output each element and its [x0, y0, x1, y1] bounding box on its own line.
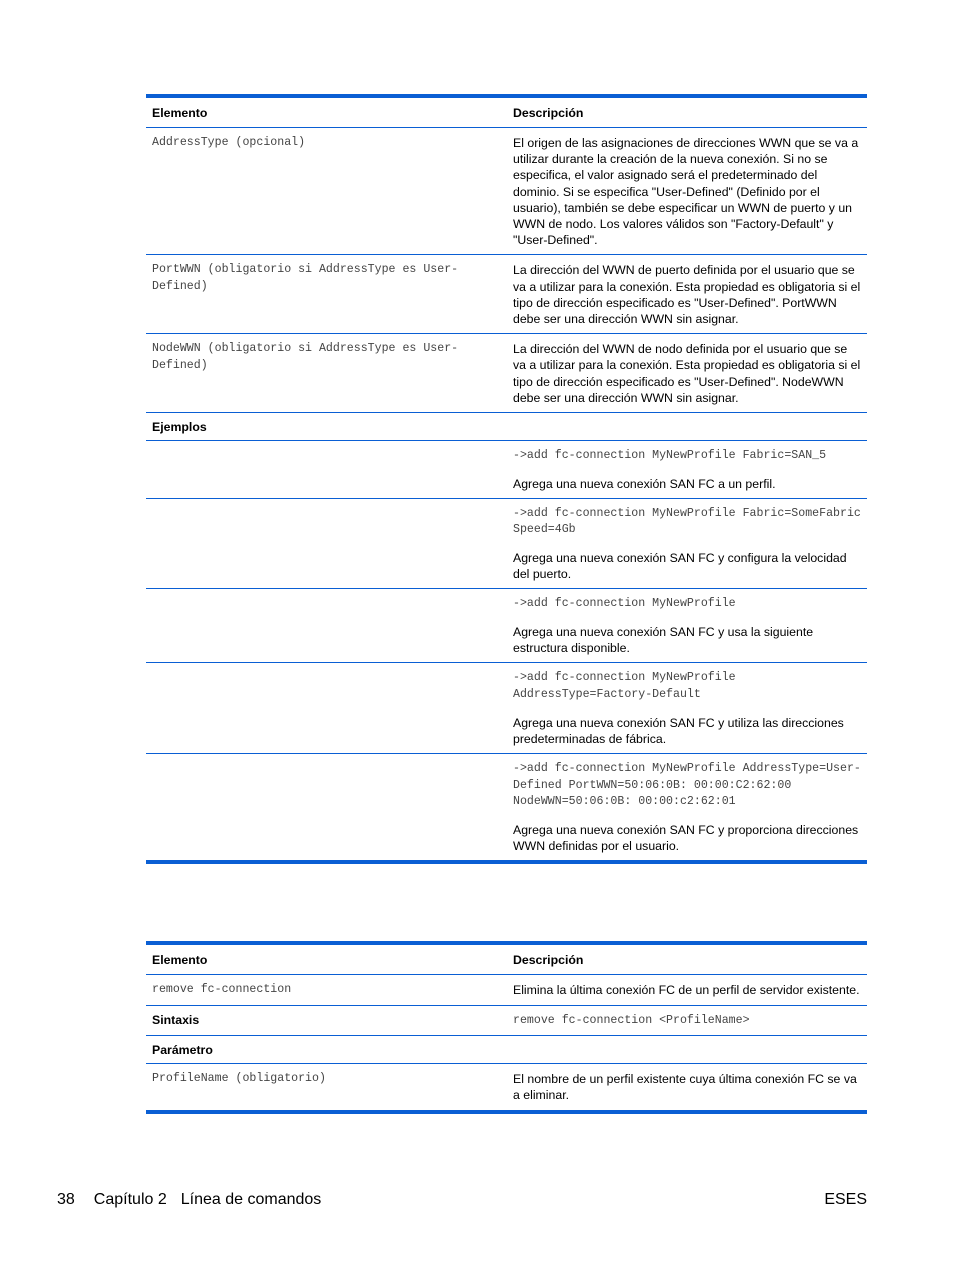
example-command: ->add fc-connection MyNewProfile Fabric=SomeFabric Speed=4Gb	[513, 506, 868, 537]
table-header	[146, 945, 867, 975]
parameter-section-row	[146, 1036, 867, 1064]
elements-table-remove-fc-connection	[146, 941, 867, 1114]
footer-left	[57, 1191, 321, 1209]
command-name: remove fc-connection	[152, 983, 292, 996]
header-element: Elemento	[152, 106, 208, 120]
example-description: Agrega una nueva conexión SAN FC y proporciona direcciones WWN definidas por el usuario.	[513, 822, 859, 854]
table-row	[146, 975, 867, 1006]
example-description: Agrega una nueva conexión SAN FC y configura la velocidad del puerto.	[513, 551, 847, 582]
parameter-label: Parámetro	[152, 1043, 213, 1058]
table-row	[146, 128, 867, 255]
example-row	[146, 441, 867, 499]
header-element: Elemento	[152, 953, 208, 967]
example-description: Agrega una nueva conexión SAN FC y utiliza las direcciones predeterminadas de fábrica.	[513, 715, 844, 746]
header-description: Descripción	[513, 106, 584, 120]
example-row	[146, 663, 867, 754]
example-command: ->add fc-connection MyNewProfile Fabric=SAN_5	[513, 449, 827, 463]
element-name: AddressType (opcional)	[152, 136, 306, 149]
example-row	[146, 589, 867, 663]
examples-section-row	[146, 413, 867, 441]
table-row	[146, 255, 867, 334]
header-description: Descripción	[513, 953, 584, 967]
table-row	[146, 1064, 867, 1109]
element-description: La dirección del WWN de puerto definida por el usuario que se va a utilizar para la conexión. Esta propiedad es obligatoria si el tipo de dirección especificado es "User-Defined". PortWWN debe ser una dirección WWN sin asignar.	[513, 263, 861, 327]
page-footer	[57, 1191, 867, 1209]
table-header	[146, 98, 867, 128]
element-description: El origen de las asignaciones de direcciones WWN que se va a utilizar durante la creación de la nueva conexión. Si no se especifica, el valor asignado será el predeterminado del dominio. Si se especifica "User-Defined" (Definido por el usuario), también se debe especificar un WWN de puerto y un WWN de nodo. Los valores válidos son "Factory-Default" y "User-Defined".	[513, 136, 859, 248]
example-description: Agrega una nueva conexión SAN FC y usa la siguiente estructura disponible.	[513, 625, 814, 656]
parameter-name: ProfileName (obligatorio)	[152, 1072, 326, 1086]
example-row	[146, 754, 867, 860]
element-name: NodeWWN (obligatorio si AddressType es User-Defined)	[152, 342, 459, 372]
footer-locale: ESES	[824, 1191, 867, 1208]
example-row	[146, 499, 867, 590]
page-number: 38	[57, 1191, 75, 1208]
element-description: La dirección del WWN de nodo definida por el usuario que se va a utilizar para la conexión. Esta propiedad es obligatoria si el tipo de dirección especificado es "User-Defined". NodeWWN debe ser una dirección WWN sin asignar.	[513, 342, 861, 405]
example-command: ->add fc-connection MyNewProfile AddressType=Factory-Default	[513, 671, 743, 702]
syntax-value: remove fc-connection <ProfileName>	[513, 1013, 750, 1027]
syntax-row	[146, 1006, 867, 1037]
parameter-description: El nombre de un perfil existente cuya última conexión FC se va a eliminar.	[513, 1072, 857, 1103]
chapter-label: Capítulo 2	[93, 1191, 167, 1208]
example-description: Agrega una nueva conexión SAN FC a un perfil.	[513, 476, 776, 491]
elements-table-add-fc-connection	[146, 94, 867, 864]
example-command: ->add fc-connection MyNewProfile AddressType=User-Defined PortWWN=50:06:0B: 00:00:C2:62:00 NodeWWN=50:06:0B: 00:00:c2:62:01	[513, 762, 861, 809]
example-command: ->add fc-connection MyNewProfile	[513, 597, 736, 611]
syntax-label: Sintaxis	[152, 1012, 200, 1027]
table-row	[146, 334, 867, 413]
command-description: Elimina la última conexión FC de un perfil de servidor existente.	[513, 983, 860, 997]
examples-label: Ejemplos	[152, 420, 207, 435]
element-name: PortWWN (obligatorio si AddressType es User-Defined)	[152, 263, 459, 294]
chapter-title: Línea de comandos	[180, 1191, 322, 1208]
